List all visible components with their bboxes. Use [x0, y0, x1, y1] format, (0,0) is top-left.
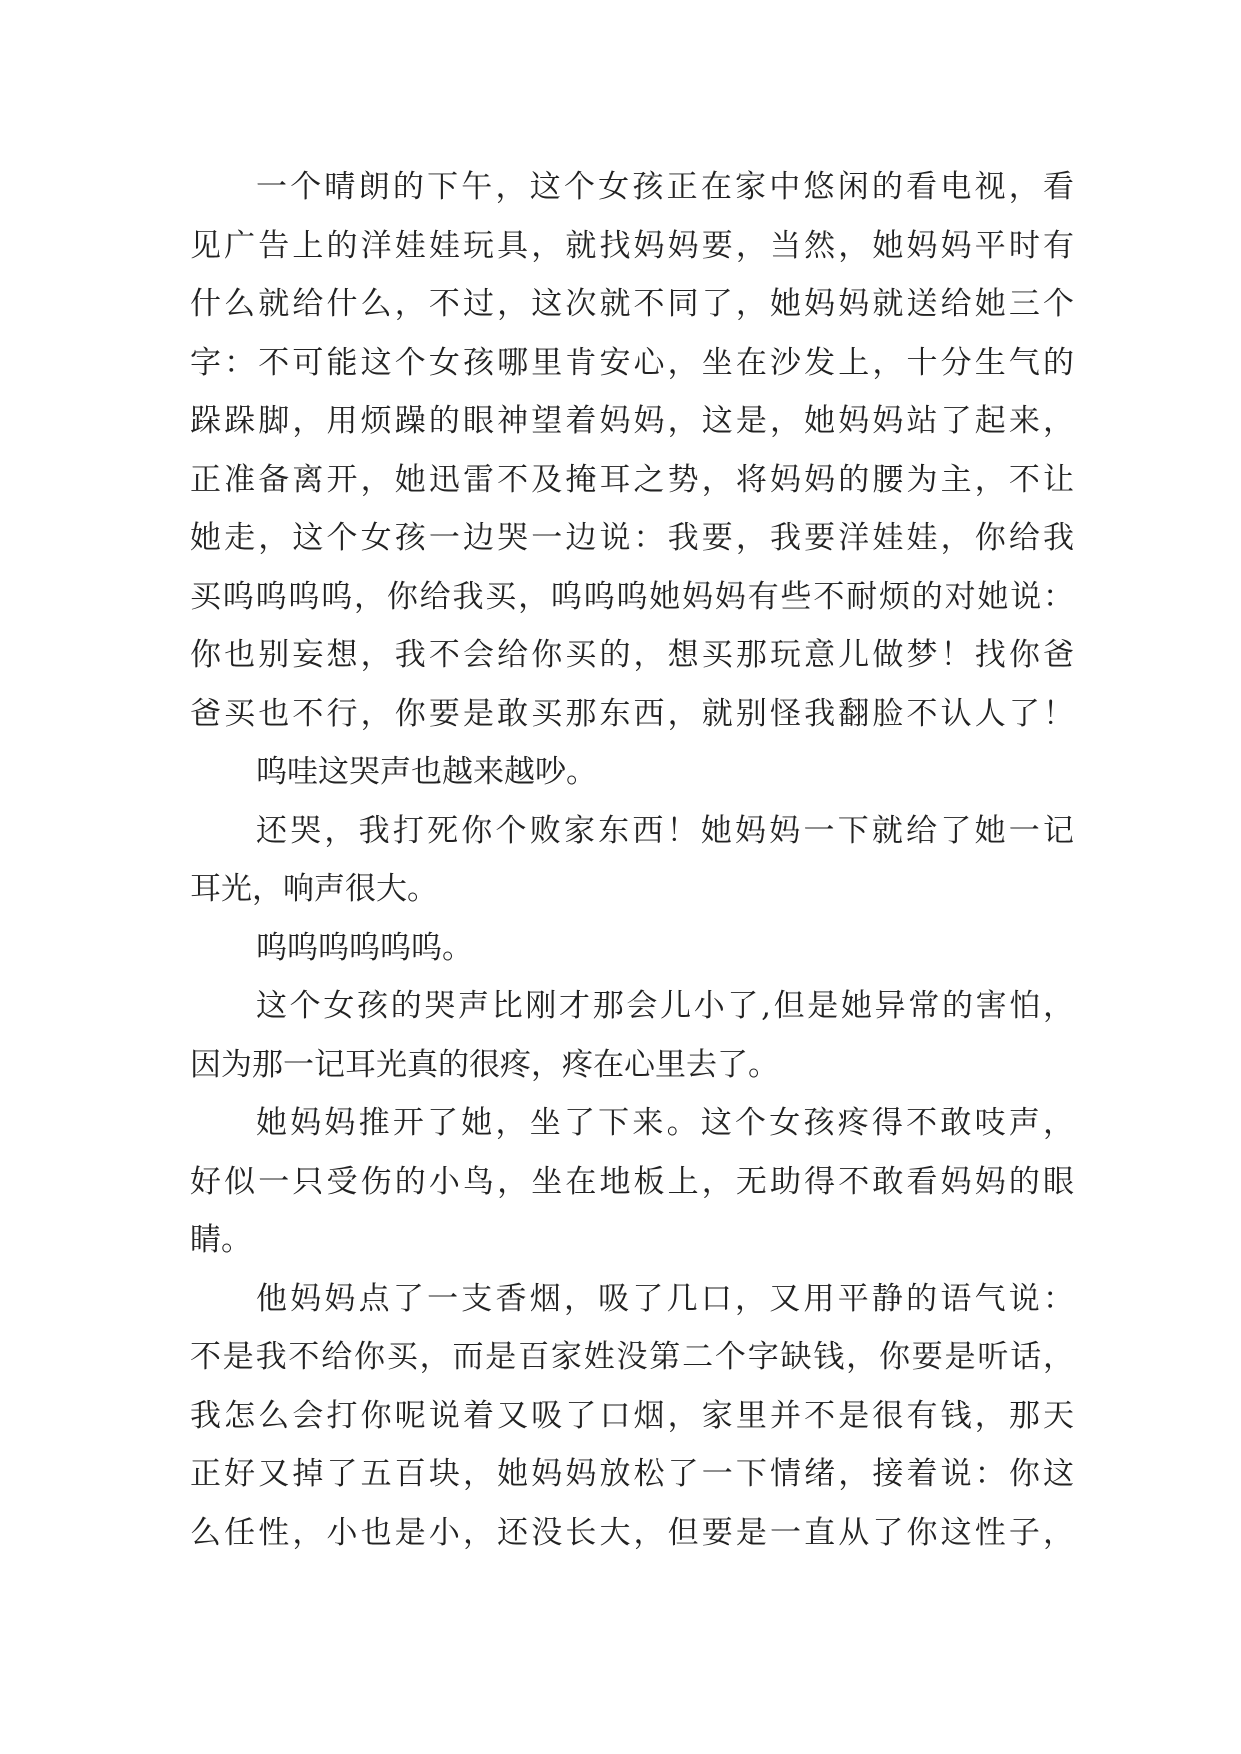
text-line: 字：不可能这个女孩哪里肯安心，坐在沙发上，十分生气的: [190, 344, 1074, 381]
text-line: 因为那一记耳光真的很疼，疼在心里去了。: [190, 1046, 779, 1083]
text-line: 跺跺脚，用烦躁的眼神望着妈妈，这是，她妈妈站了起来，: [190, 403, 1074, 439]
text-line: 耳光，响声很大。: [190, 871, 438, 907]
text-line: 一个晴朗的下午，这个女孩正在家中悠闲的看电视，看: [256, 169, 1074, 205]
text-line: 不是我不给你买，而是百家姓没第二个字缺钱，你要是听话，: [190, 1339, 1074, 1375]
text-line: 爸买也不行，你要是敢买那东西，就别怪我翻脸不认人了！: [190, 695, 1074, 732]
text-line: 还哭，我打死你个败家东西！她妈妈一下就给了她一记: [256, 812, 1074, 849]
text-line: 我怎么会打你呢说着又吸了口烟，家里并不是很有钱，那天: [190, 1397, 1074, 1434]
text-line: 她妈妈推开了她，坐了下来。这个女孩疼得不敢吱声，: [256, 1105, 1074, 1141]
text-line: 他妈妈点了一支香烟，吸了几口，又用平静的语气说：: [256, 1280, 1074, 1317]
text-line: 这个女孩的哭声比刚才那会儿小了,但是她异常的害怕，: [256, 988, 1074, 1024]
text-line: 睛。: [190, 1222, 252, 1258]
text-line: 呜哇这哭声也越来越吵。: [256, 754, 597, 790]
text-line: 呜呜呜呜呜呜。: [256, 929, 473, 966]
text-line: 么任性，小也是小，还没长大，但要是一直从了你这性子，: [190, 1514, 1074, 1551]
text-line: 买呜呜呜呜，你给我买，呜呜呜她妈妈有些不耐烦的对她说：: [190, 578, 1074, 615]
text-line: 什么就给什么，不过，这次就不同了，她妈妈就送给她三个: [190, 286, 1074, 322]
text-line: 见广告上的洋娃娃玩具，就找妈妈要，当然，她妈妈平时有: [190, 227, 1074, 264]
text-line: 正好又掉了五百块，她妈妈放松了一下情绪，接着说：你这: [190, 1456, 1074, 1492]
text-line: 你也别妄想，我不会给你买的，想买那玩意儿做梦！找你爸: [190, 637, 1074, 673]
text-line: 好似一只受伤的小鸟，坐在地板上，无助得不敢看妈妈的眼: [190, 1163, 1074, 1200]
document-body: [190, 158, 1074, 1562]
text-line: 正准备离开，她迅雷不及掩耳之势，将妈妈的腰为主，不让: [190, 461, 1074, 498]
text-line: 她走，这个女孩一边哭一边说：我要，我要洋娃娃，你给我: [190, 520, 1074, 556]
